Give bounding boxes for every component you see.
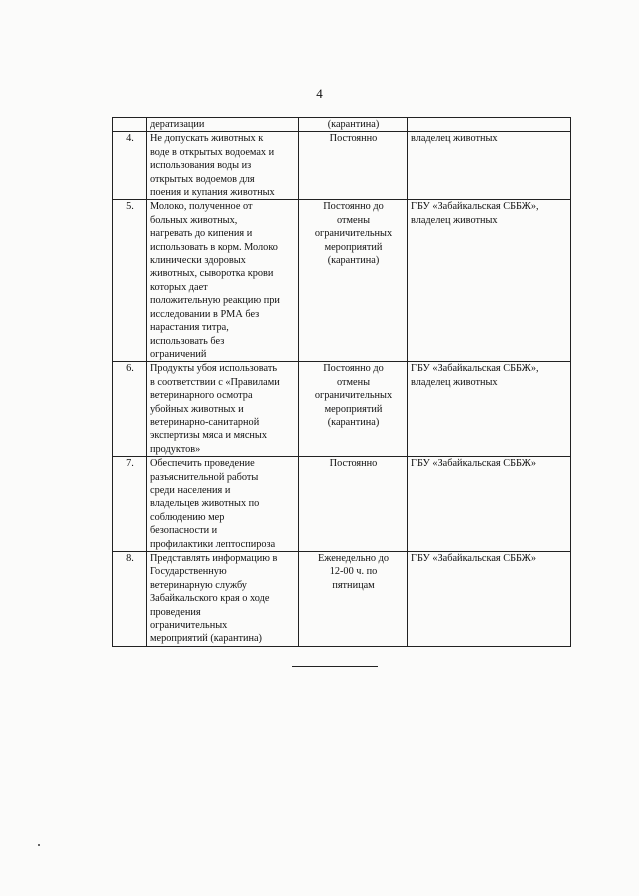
- row-term: Постоянно: [299, 132, 408, 200]
- row-action: дератизации: [147, 118, 299, 132]
- scan-speck: [38, 844, 40, 846]
- table-row: [113, 552, 571, 647]
- table-row: [113, 362, 571, 457]
- row-action: Представлять информацию в Государственную ветеринарную службу Забайкальского края о ходе проведения ограничительных мероприятий (карантина): [147, 552, 299, 647]
- row-responsible: ГБУ «Забайкальская СББЖ»: [408, 457, 571, 552]
- row-term: Постоянно: [299, 457, 408, 552]
- table-row: [113, 457, 571, 552]
- row-number: 5.: [113, 200, 147, 362]
- row-action: Не допускать животных к воде в открытых водоемах и использования воды из открытых водоемов для поения и купания животных: [147, 132, 299, 200]
- table-row: [113, 200, 571, 362]
- row-number: 7.: [113, 457, 147, 552]
- row-term: Постоянно до отмены ограничительных мероприятий (карантина): [299, 362, 408, 457]
- table-row: [113, 132, 571, 200]
- row-responsible: ГБУ «Забайкальская СББЖ», владелец животных: [408, 200, 571, 362]
- page-number: 4: [316, 86, 323, 101]
- row-number: 6.: [113, 362, 147, 457]
- row-action: Обеспечить проведение разъяснительной работы среди населения и владельцев животных по соблюдению мер безопасности и профилактики лептоспироза: [147, 457, 299, 552]
- row-action: Продукты убоя использовать в соответствии с «Правилами ветеринарного осмотра убойных животных и ветеринарно-санитарной экспертизы мяса и мясных продуктов»: [147, 362, 299, 457]
- row-action: Молоко, полученное от больных животных, нагревать до кипения и использовать в корм. Молоко клинически здоровых животных, сыворотка крови которых дает положительную реакцию при исследовании в РМА без нарастания титра, использовать без ограничений: [147, 200, 299, 362]
- table-row: [113, 118, 571, 132]
- row-responsible: ГБУ «Забайкальская СББЖ»: [408, 552, 571, 647]
- row-responsible: [408, 118, 571, 132]
- measures-table: [112, 117, 571, 647]
- end-separator-line: [292, 666, 378, 667]
- row-responsible: ГБУ «Забайкальская СББЖ», владелец животных: [408, 362, 571, 457]
- row-number: [113, 118, 147, 132]
- row-responsible: владелец животных: [408, 132, 571, 200]
- row-term: Постоянно до отмены ограничительных мероприятий (карантина): [299, 200, 408, 362]
- row-term: Еженедельно до 12-00 ч. по пятницам: [299, 552, 408, 647]
- row-term: (карантина): [299, 118, 408, 132]
- row-number: 8.: [113, 552, 147, 647]
- row-number: 4.: [113, 132, 147, 200]
